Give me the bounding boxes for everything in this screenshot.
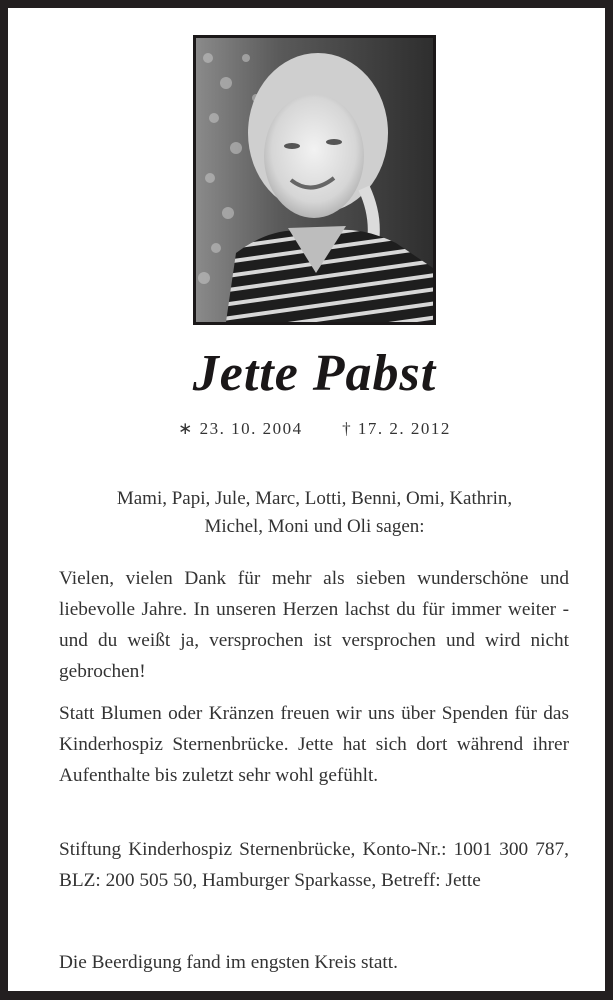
bank-details-paragraph: Stiftung Kinderhospiz Sternenbrücke, Konto-Nr.: 1001 300 787, BLZ: 200 505 50, Hamburger Sparkasse, Betreff: Jette — [59, 839, 569, 891]
portrait-photo — [193, 35, 436, 325]
death-date: 17. 2. 2012 — [357, 419, 451, 438]
funeral-note: Die Beerdigung fand im engsten Kreis statt. — [59, 952, 398, 973]
family-line-1: Mami, Papi, Jule, Marc, Lotti, Benni, Omi, Kathrin, — [116, 488, 513, 509]
death-dagger-icon: † — [342, 419, 353, 438]
life-dates — [8, 419, 613, 439]
deceased-name: Jette Pabst — [192, 345, 437, 402]
birth-star-icon: ∗ — [178, 419, 194, 438]
family-line-2: Michel, Moni und Oli sagen: — [204, 516, 425, 537]
thanks-paragraph: Vielen, vielen Dank für mehr als sieben wunderschöne und liebevolle Jahre. In unseren Herzen lachst du für immer weiter - und du weißt ja, versprochen ist versprochen und wird nicht gebrochen! — [59, 568, 569, 682]
portrait-photo-icon — [196, 38, 433, 322]
family-members — [48, 485, 581, 541]
birth-date: 23. 10. 2004 — [199, 419, 303, 438]
donation-paragraph: Statt Blumen oder Kränzen freuen wir uns über Spenden für das Kinderhospiz Sternenbrücke. Jette hat sich dort während ihrer Aufenthalte bis zuletzt sehr wohl gefühlt. — [59, 703, 569, 786]
